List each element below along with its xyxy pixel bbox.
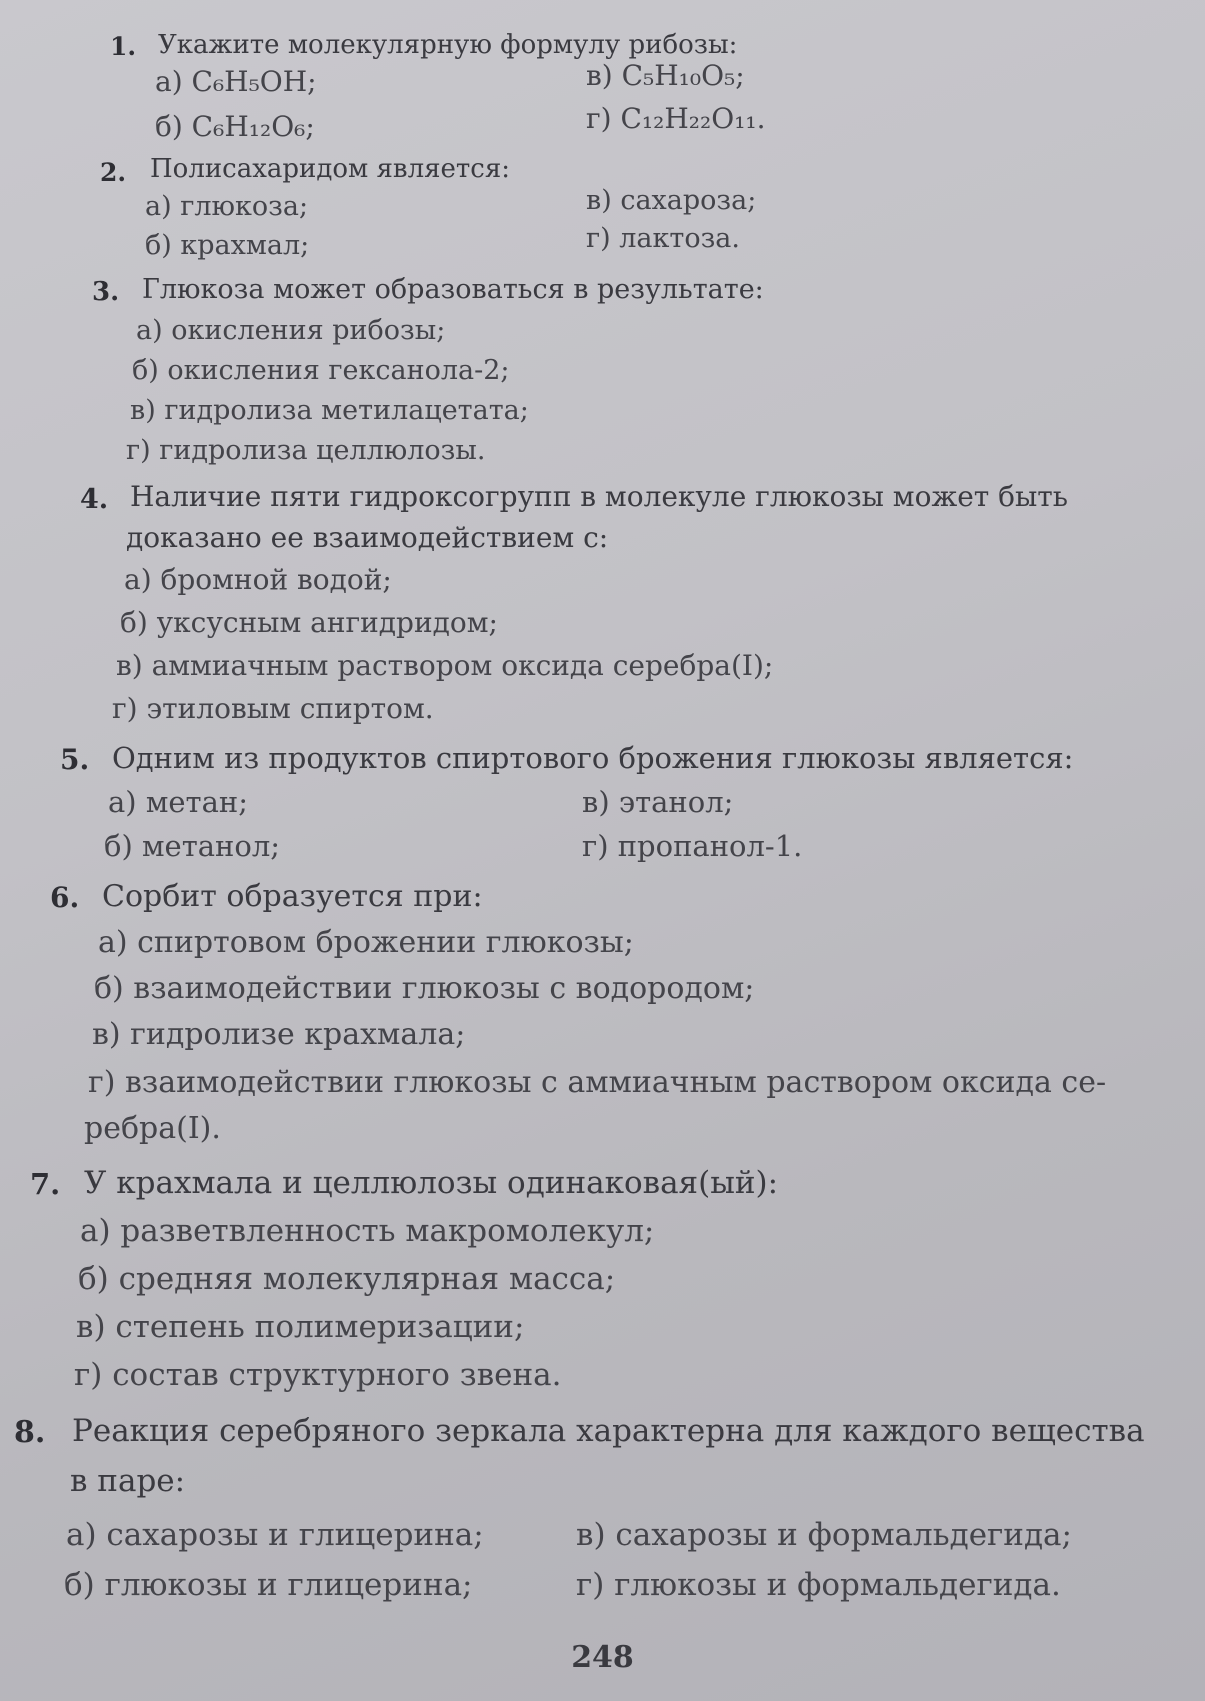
option-a: а) глюкоза; — [145, 191, 309, 222]
option-b: б) окисления гексанола-2; — [132, 355, 510, 386]
option-g: г) состав структурного звена. — [74, 1357, 562, 1393]
option-g: г) лактоза. — [586, 223, 740, 254]
option-b: б) метанол; — [104, 829, 281, 863]
question-number: 1. — [110, 32, 137, 61]
option-v: в) степень полимеризации; — [76, 1309, 525, 1345]
option-v: в) сахароза; — [586, 185, 757, 216]
option-g-continued: ребра(I). — [84, 1111, 221, 1146]
option-g: г) взаимодействии глюкозы с аммиачным раствором оксида се- — [88, 1065, 1107, 1100]
option-g: г) пропанол-1. — [582, 829, 803, 863]
question-text: У крахмала и целлюлозы одинаковая(ый): — [84, 1165, 779, 1201]
option-b: б) C₆H₁₂O₆; — [155, 110, 315, 143]
option-g: г) C₁₂H₂₂O₁₁. — [586, 102, 766, 135]
option-a: а) разветвленность макромолекул; — [80, 1213, 655, 1249]
option-a: а) спиртовом брожении глюкозы; — [98, 925, 634, 960]
question-text: Глюкоза может образоваться в результате: — [142, 274, 764, 305]
question-number: 2. — [100, 158, 127, 187]
page-number: 248 — [571, 1640, 634, 1675]
option-v: в) сахарозы и формальдегида; — [576, 1517, 1072, 1553]
option-a: а) метан; — [108, 785, 248, 819]
question-text: Одним из продуктов спиртового брожения глюкозы является: — [112, 741, 1074, 775]
option-v: в) гидролиза метилацетата; — [130, 395, 529, 426]
question-text: Сорбит образуется при: — [102, 879, 483, 914]
option-b: б) глюкозы и глицерина; — [64, 1567, 473, 1603]
question-number: 4. — [80, 484, 109, 515]
option-g: г) глюкозы и формальдегида. — [576, 1567, 1061, 1603]
question-text: Полисахаридом является: — [150, 154, 510, 184]
option-v: в) C₅H₁₀O₅; — [586, 59, 745, 92]
question-text-continued: доказано ее взаимодействием с: — [126, 521, 609, 554]
question-text: Реакция серебряного зеркала характерна для каждого вещества — [72, 1413, 1145, 1449]
option-g: г) этиловым спиртом. — [112, 692, 434, 725]
question-number: 8. — [14, 1415, 46, 1450]
option-b: б) крахмал; — [145, 230, 310, 261]
question-number: 5. — [60, 743, 90, 776]
question-text: Наличие пяти гидроксогрупп в молекуле глюкозы может быть — [130, 480, 1069, 513]
option-b: б) взаимодействии глюкозы с водородом; — [94, 971, 755, 1006]
question-text: Укажите молекулярную формулу рибозы: — [158, 30, 738, 60]
option-v: в) аммиачным раствором оксида серебра(I); — [116, 649, 774, 682]
question-number: 3. — [92, 277, 120, 307]
option-a: а) C₆H₅OH; — [155, 65, 317, 98]
option-b: б) средняя молекулярная масса; — [78, 1261, 616, 1297]
question-text-continued: в паре: — [70, 1463, 186, 1499]
option-a: а) сахарозы и глицерина; — [66, 1517, 484, 1553]
option-v: в) этанол; — [582, 785, 734, 819]
option-g: г) гидролиза целлюлозы. — [126, 435, 486, 466]
option-a: а) бромной водой; — [124, 563, 392, 596]
question-number: 7. — [30, 1167, 61, 1201]
question-number: 6. — [50, 881, 80, 914]
option-v: в) гидролизе крахмала; — [92, 1017, 466, 1052]
option-b: б) уксусным ангидридом; — [120, 606, 498, 639]
option-a: а) окисления рибозы; — [136, 315, 446, 346]
